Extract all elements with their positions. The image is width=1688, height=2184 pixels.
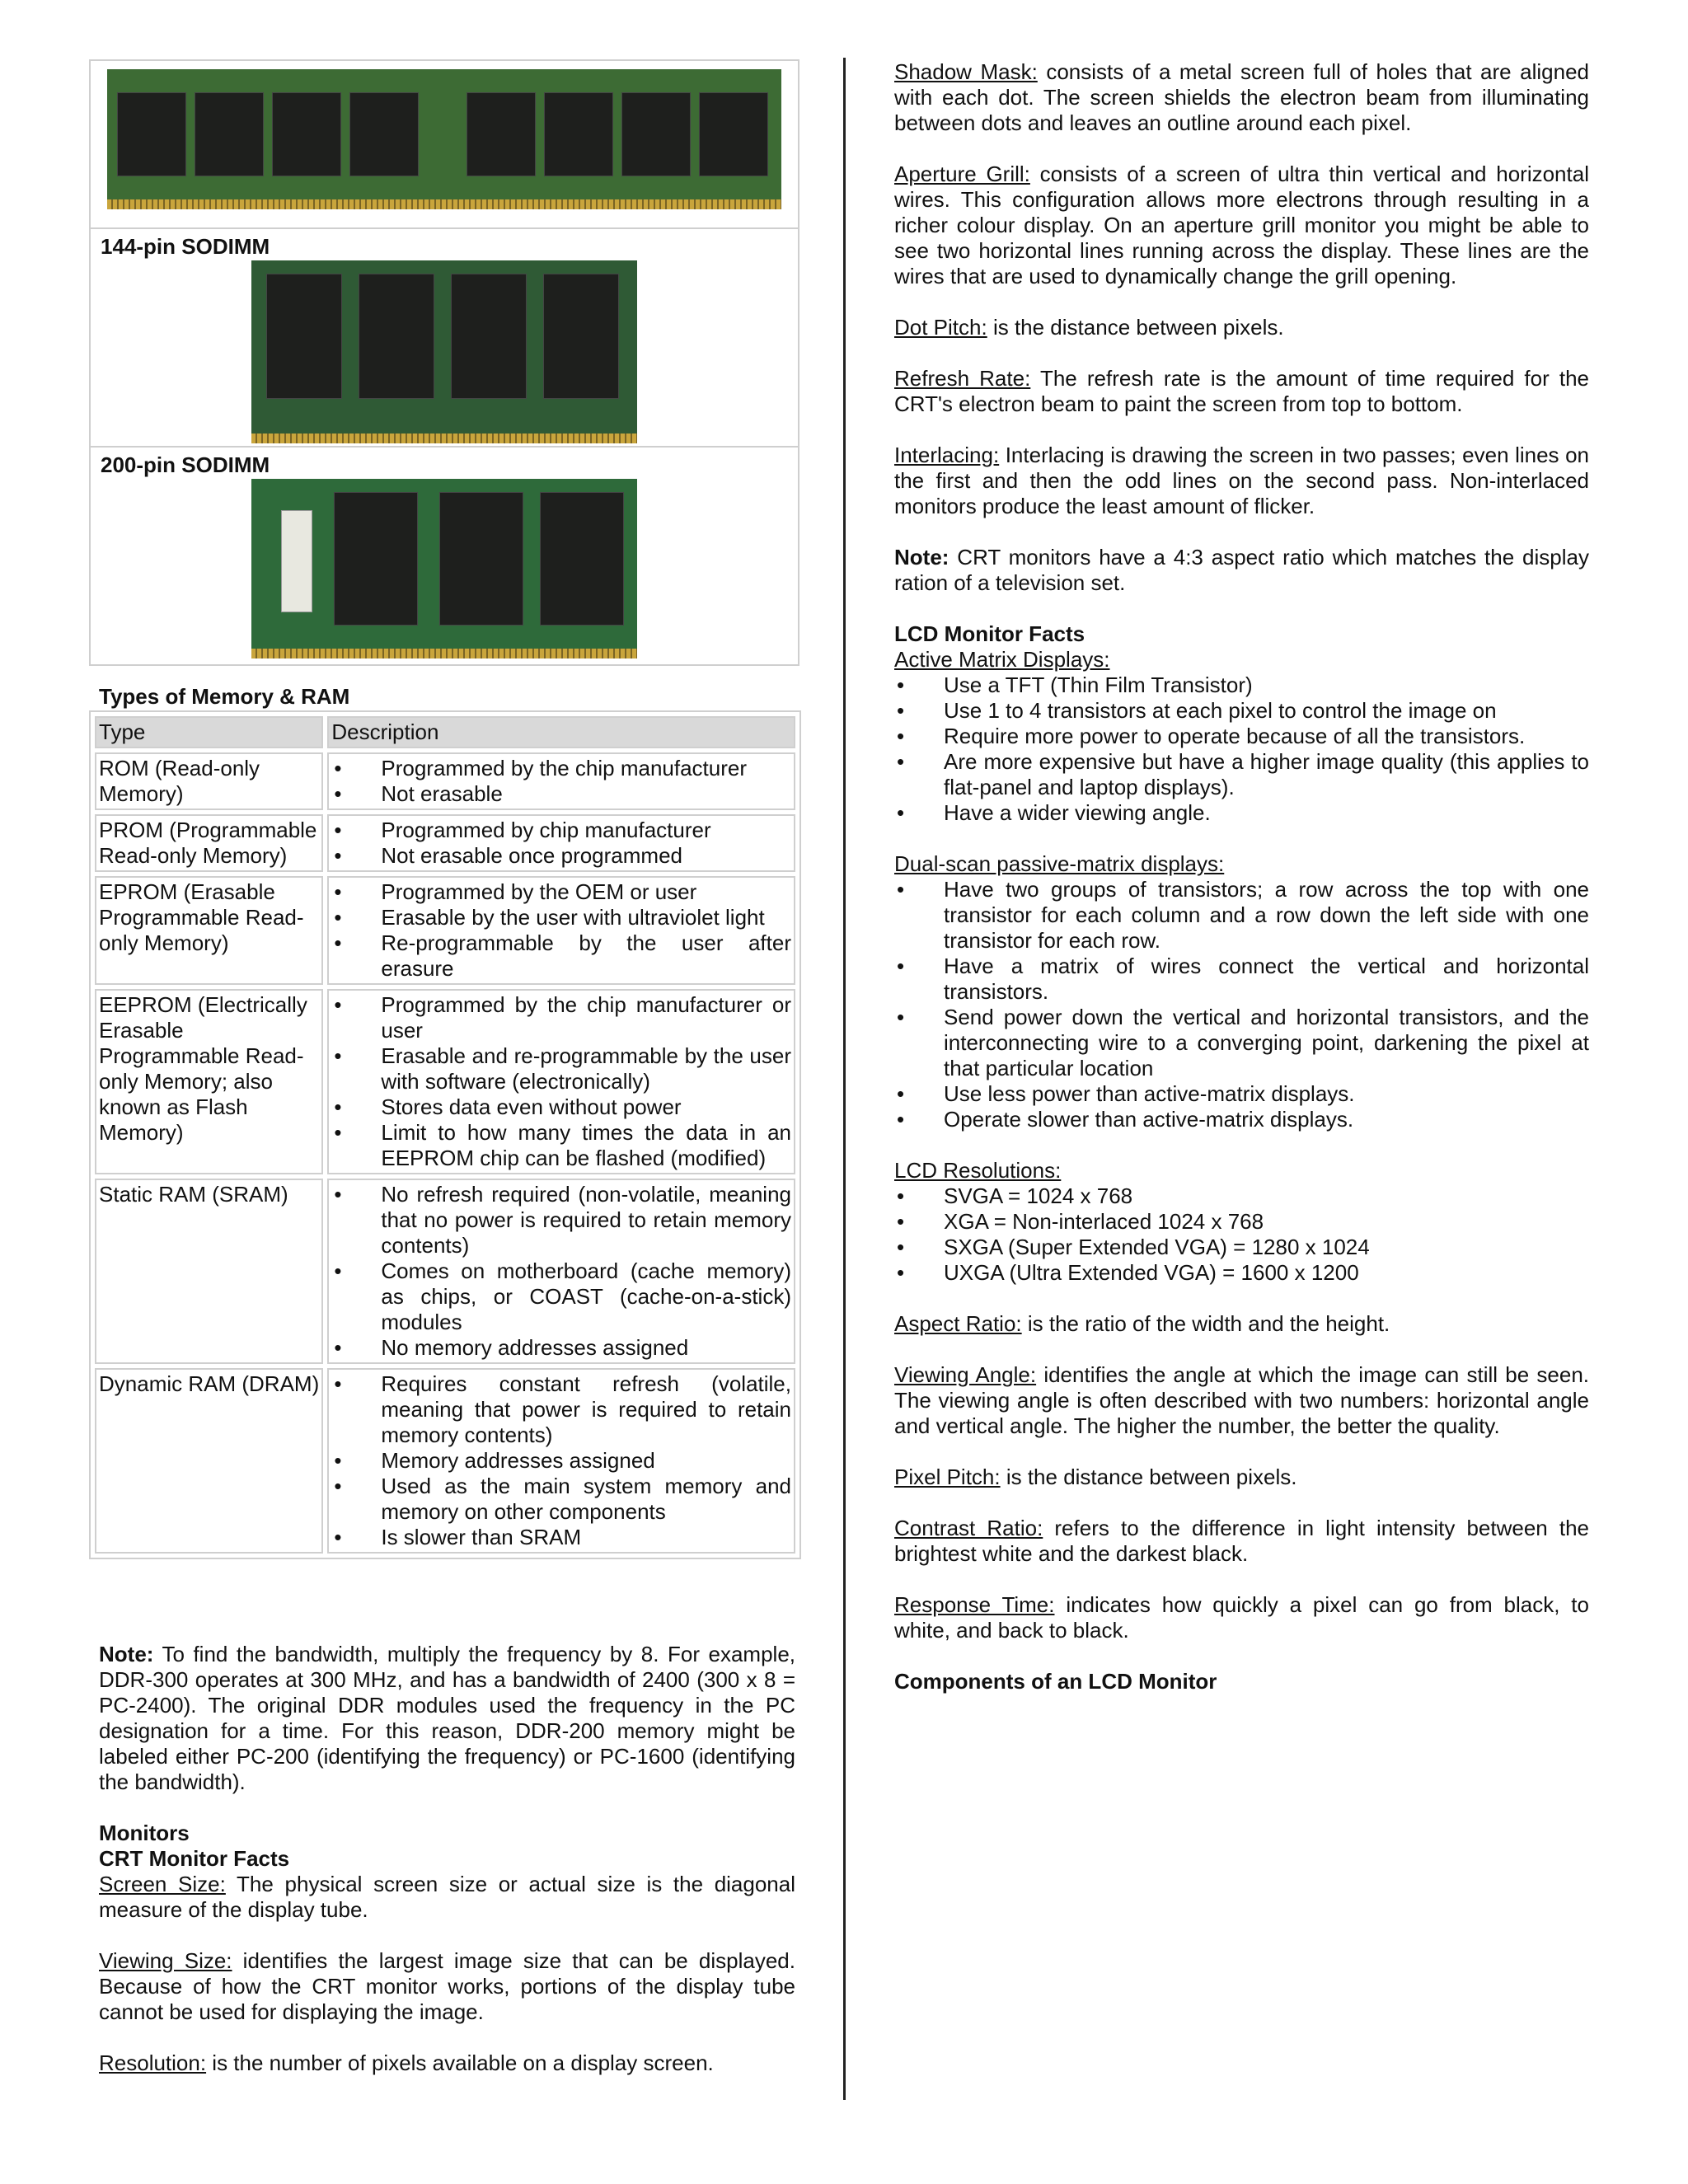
list-item: • No refresh required (non-volatile, meaning that no power is required to retain memory contents) — [331, 1182, 791, 1258]
list-item: • Programmed by chip manufacturer — [331, 818, 791, 843]
list-item: • Require more power to operate because of all the transistors. — [894, 724, 1589, 749]
table-row — [95, 989, 795, 1174]
aspect-ratio-paragraph — [894, 1311, 1589, 1337]
note-text: To find the bandwidth, multiply the frequency by 8. For example, DDR-300 operates at 300 MHz, and has a bandwidth of 2400 (300 x 8 = PC-2400). The original DDR modules used the frequency in the PC designation for a time. For this reason, DDR-200 memory might be labeled either PC-200 (identifying the frequency) or PC-1600 (identifying the bandwidth). — [99, 1642, 795, 1794]
list-item: • Comes on motherboard (cache memory) as chips, or COAST (cache-on-a-stick) modules — [331, 1258, 791, 1335]
type-cell: Dynamic RAM (DRAM) — [95, 1368, 323, 1554]
aspect-ratio-text: is the ratio of the width and the height. — [1021, 1311, 1390, 1336]
response-time-text: indicates how quickly a pixel can go from black, to white, and back to black. — [894, 1592, 1589, 1643]
list-item: • Are more expensive but have a higher image quality (this applies to flat-panel and laptop displays). — [894, 749, 1589, 800]
list-item: • SVGA = 1024 x 768 — [894, 1183, 1589, 1209]
table-row — [95, 1368, 795, 1554]
caption-144-pin: 144-pin SODIMM — [101, 234, 270, 259]
sodimm-200-cell — [91, 448, 798, 664]
type-cell: ROM (Read-only Memory) — [95, 752, 323, 810]
description-cell — [327, 876, 795, 985]
sodimm-200-image — [251, 479, 637, 658]
type-cell: PROM (Programmable Read-only Memory) — [95, 814, 323, 872]
screen-size-paragraph — [99, 1872, 795, 1923]
crt-note-paragraph — [894, 545, 1589, 596]
bandwidth-note — [99, 1642, 795, 1795]
viewing-size-paragraph — [99, 1948, 795, 2025]
memory-types-title: Types of Memory & RAM — [99, 684, 350, 709]
right-column-text — [894, 59, 1589, 1694]
dual-scan-heading: Dual-scan passive-matrix displays: — [894, 851, 1225, 876]
contrast-ratio-label: Contrast Ratio: — [894, 1516, 1043, 1540]
active-matrix-heading: Active Matrix Displays: — [894, 647, 1110, 672]
list-item: • Erasable and re-programmable by the user with software (electronically) — [331, 1043, 791, 1094]
note-text: CRT monitors have a 4:3 aspect ratio which matches the display ration of a television set. — [894, 545, 1589, 595]
crt-facts-heading: CRT Monitor Facts — [99, 1846, 290, 1871]
sodimm-144-image — [251, 260, 637, 443]
resolution-label: Resolution: — [99, 2050, 207, 2075]
refresh-rate-label: Refresh Rate: — [894, 366, 1031, 391]
pixel-pitch-label: Pixel Pitch: — [894, 1465, 1001, 1489]
dimm-image-cell — [91, 69, 798, 229]
list-item: • Operate slower than active-matrix displays. — [894, 1107, 1589, 1132]
description-cell — [327, 814, 795, 872]
list-item: • Not erasable — [331, 781, 791, 807]
screen-size-label: Screen Size: — [99, 1872, 226, 1896]
pixel-pitch-paragraph — [894, 1465, 1589, 1490]
contrast-ratio-text: refers to the difference in light intensity between the brightest white and the darkest black. — [894, 1516, 1589, 1566]
aperture-grill-label: Aperture Grill: — [894, 162, 1030, 186]
list-item: • SXGA (Super Extended VGA) = 1280 x 1024 — [894, 1235, 1589, 1260]
refresh-rate-text: The refresh rate is the amount of time required for the CRT's electron beam to paint the screen from top to bottom. — [894, 366, 1590, 416]
column-header-type: Type — [95, 716, 323, 748]
shadow-mask-paragraph — [894, 59, 1589, 136]
column-divider — [843, 58, 846, 2100]
interlacing-paragraph — [894, 443, 1589, 519]
type-cell: EPROM (Erasable Programmable Read-only Memory) — [95, 876, 323, 985]
screen-size-text: The physical screen size or actual size is the diagonal measure of the display tube. — [99, 1872, 796, 1922]
list-item: • Erasable by the user with ultraviolet light — [331, 905, 791, 930]
description-cell — [327, 752, 795, 810]
monitors-heading: Monitors — [99, 1821, 190, 1845]
active-matrix-list — [894, 673, 1589, 826]
list-item: • No memory addresses assigned — [331, 1335, 791, 1361]
lcd-components-heading: Components of an LCD Monitor — [894, 1669, 1217, 1694]
description-cell — [327, 1368, 795, 1554]
list-item: • Not erasable once programmed — [331, 843, 791, 869]
pixel-pitch-text: is the distance between pixels. — [1000, 1465, 1297, 1489]
column-header-description: Description — [327, 716, 795, 748]
aspect-ratio-label: Aspect Ratio: — [894, 1311, 1022, 1336]
shadow-mask-text: consists of a metal screen full of holes that are aligned with each dot. The screen shields the electron beam from illuminating between dots and leaves an outline around each pixel. — [894, 59, 1589, 135]
memory-images-table — [89, 59, 799, 666]
viewing-size-text: identifies the largest image size that can be displayed. Because of how the CRT monitor works, portions of the display tube cannot be used for displaying the image. — [99, 1948, 795, 2024]
list-item: • Memory addresses assigned — [331, 1448, 791, 1474]
list-item: • Use a TFT (Thin Film Transistor) — [894, 673, 1589, 698]
viewing-angle-label: Viewing Angle: — [894, 1362, 1037, 1387]
response-time-paragraph — [894, 1592, 1589, 1643]
aperture-grill-text: consists of a screen of ultra thin vertical and horizontal wires. This configuration allows more electrons through resulting in a richer colour display. On an aperture grill monitor you might be able to see two horizontal lines running across the display. These lines are the wires that are used to dynamically change the grill opening. — [894, 162, 1589, 288]
lcd-resolutions-heading: LCD Resolutions: — [894, 1158, 1062, 1183]
table-row — [95, 814, 795, 872]
list-item: • Use less power than active-matrix displays. — [894, 1081, 1589, 1107]
table-row — [95, 1179, 795, 1364]
caption-200-pin: 200-pin SODIMM — [101, 452, 270, 477]
response-time-label: Response Time: — [894, 1592, 1055, 1617]
description-cell — [327, 1179, 795, 1364]
sodimm-144-cell — [91, 229, 798, 448]
interlacing-label: Interlacing: — [894, 443, 1000, 467]
description-cell — [327, 989, 795, 1174]
list-item: • Limit to how many times the data in an EEPROM chip can be flashed (modified) — [331, 1120, 791, 1171]
type-cell: EEPROM (Electrically Erasable Programmable Read-only Memory; also known as Flash Memory) — [95, 989, 323, 1174]
list-item: • Programmed by the OEM or user — [331, 879, 791, 905]
list-item: • UXGA (Ultra Extended VGA) = 1600 x 1200 — [894, 1260, 1589, 1286]
note-label: Note: — [99, 1642, 154, 1666]
list-item: • Used as the main system memory and memory on other components — [331, 1474, 791, 1525]
dual-scan-list — [894, 877, 1589, 1132]
resolution-paragraph — [99, 2050, 795, 2076]
memory-types-table — [89, 710, 801, 1559]
type-cell: Static RAM (SRAM) — [95, 1179, 323, 1364]
dot-pitch-label: Dot Pitch: — [894, 315, 987, 340]
note-label: Note: — [894, 545, 950, 569]
dimm-module-image — [107, 69, 781, 209]
contrast-ratio-paragraph — [894, 1516, 1589, 1567]
viewing-size-label: Viewing Size: — [99, 1948, 232, 1973]
table-row — [95, 876, 795, 985]
list-item: • Is slower than SRAM — [331, 1525, 791, 1550]
aperture-grill-paragraph — [894, 162, 1589, 289]
list-item: • Programmed by the chip manufacturer — [331, 756, 791, 781]
table-row — [95, 752, 795, 810]
viewing-angle-paragraph — [894, 1362, 1589, 1439]
lcd-resolutions-list — [894, 1183, 1589, 1286]
list-item: • Have two groups of transistors; a row across the top with one transistor for each column and a row down the left side with one transistor for each row. — [894, 877, 1589, 954]
list-item: • XGA = Non-interlaced 1024 x 768 — [894, 1209, 1589, 1235]
list-item: • Send power down the vertical and horizontal transistors, and the interconnecting wire to a converging point, darkening the pixel at that particular location — [894, 1005, 1589, 1081]
refresh-rate-paragraph — [894, 366, 1589, 417]
list-item: • Requires constant refresh (volatile, meaning that power is required to retain memory contents) — [331, 1371, 791, 1448]
resolution-text: is the number of pixels available on a display screen. — [206, 2050, 714, 2075]
list-item: • Programmed by the chip manufacturer or user — [331, 992, 791, 1043]
list-item: • Have a wider viewing angle. — [894, 800, 1589, 826]
lcd-facts-heading: LCD Monitor Facts — [894, 621, 1085, 646]
shadow-mask-label: Shadow Mask: — [894, 59, 1038, 84]
viewing-angle-text: identifies the angle at which the image can still be seen. The viewing angle is often described with two numbers: horizontal angle and vertical angle. The higher the number, the better the quality. — [894, 1362, 1589, 1438]
list-item: • Have a matrix of wires connect the vertical and horizontal transistors. — [894, 954, 1589, 1005]
dot-pitch-paragraph — [894, 315, 1589, 340]
table-header-row — [95, 716, 795, 748]
list-item: • Stores data even without power — [331, 1094, 791, 1120]
interlacing-text: Interlacing is drawing the screen in two passes; even lines on the first and then the odd lines on the second pass. Non-interlaced monitors produce the least amount of flicker. — [894, 443, 1589, 518]
dot-pitch-text: is the distance between pixels. — [987, 315, 1284, 340]
list-item: • Re-programmable by the user after erasure — [331, 930, 791, 982]
list-item: • Use 1 to 4 transistors at each pixel to control the image on — [894, 698, 1589, 724]
left-column-text — [99, 1642, 795, 2076]
